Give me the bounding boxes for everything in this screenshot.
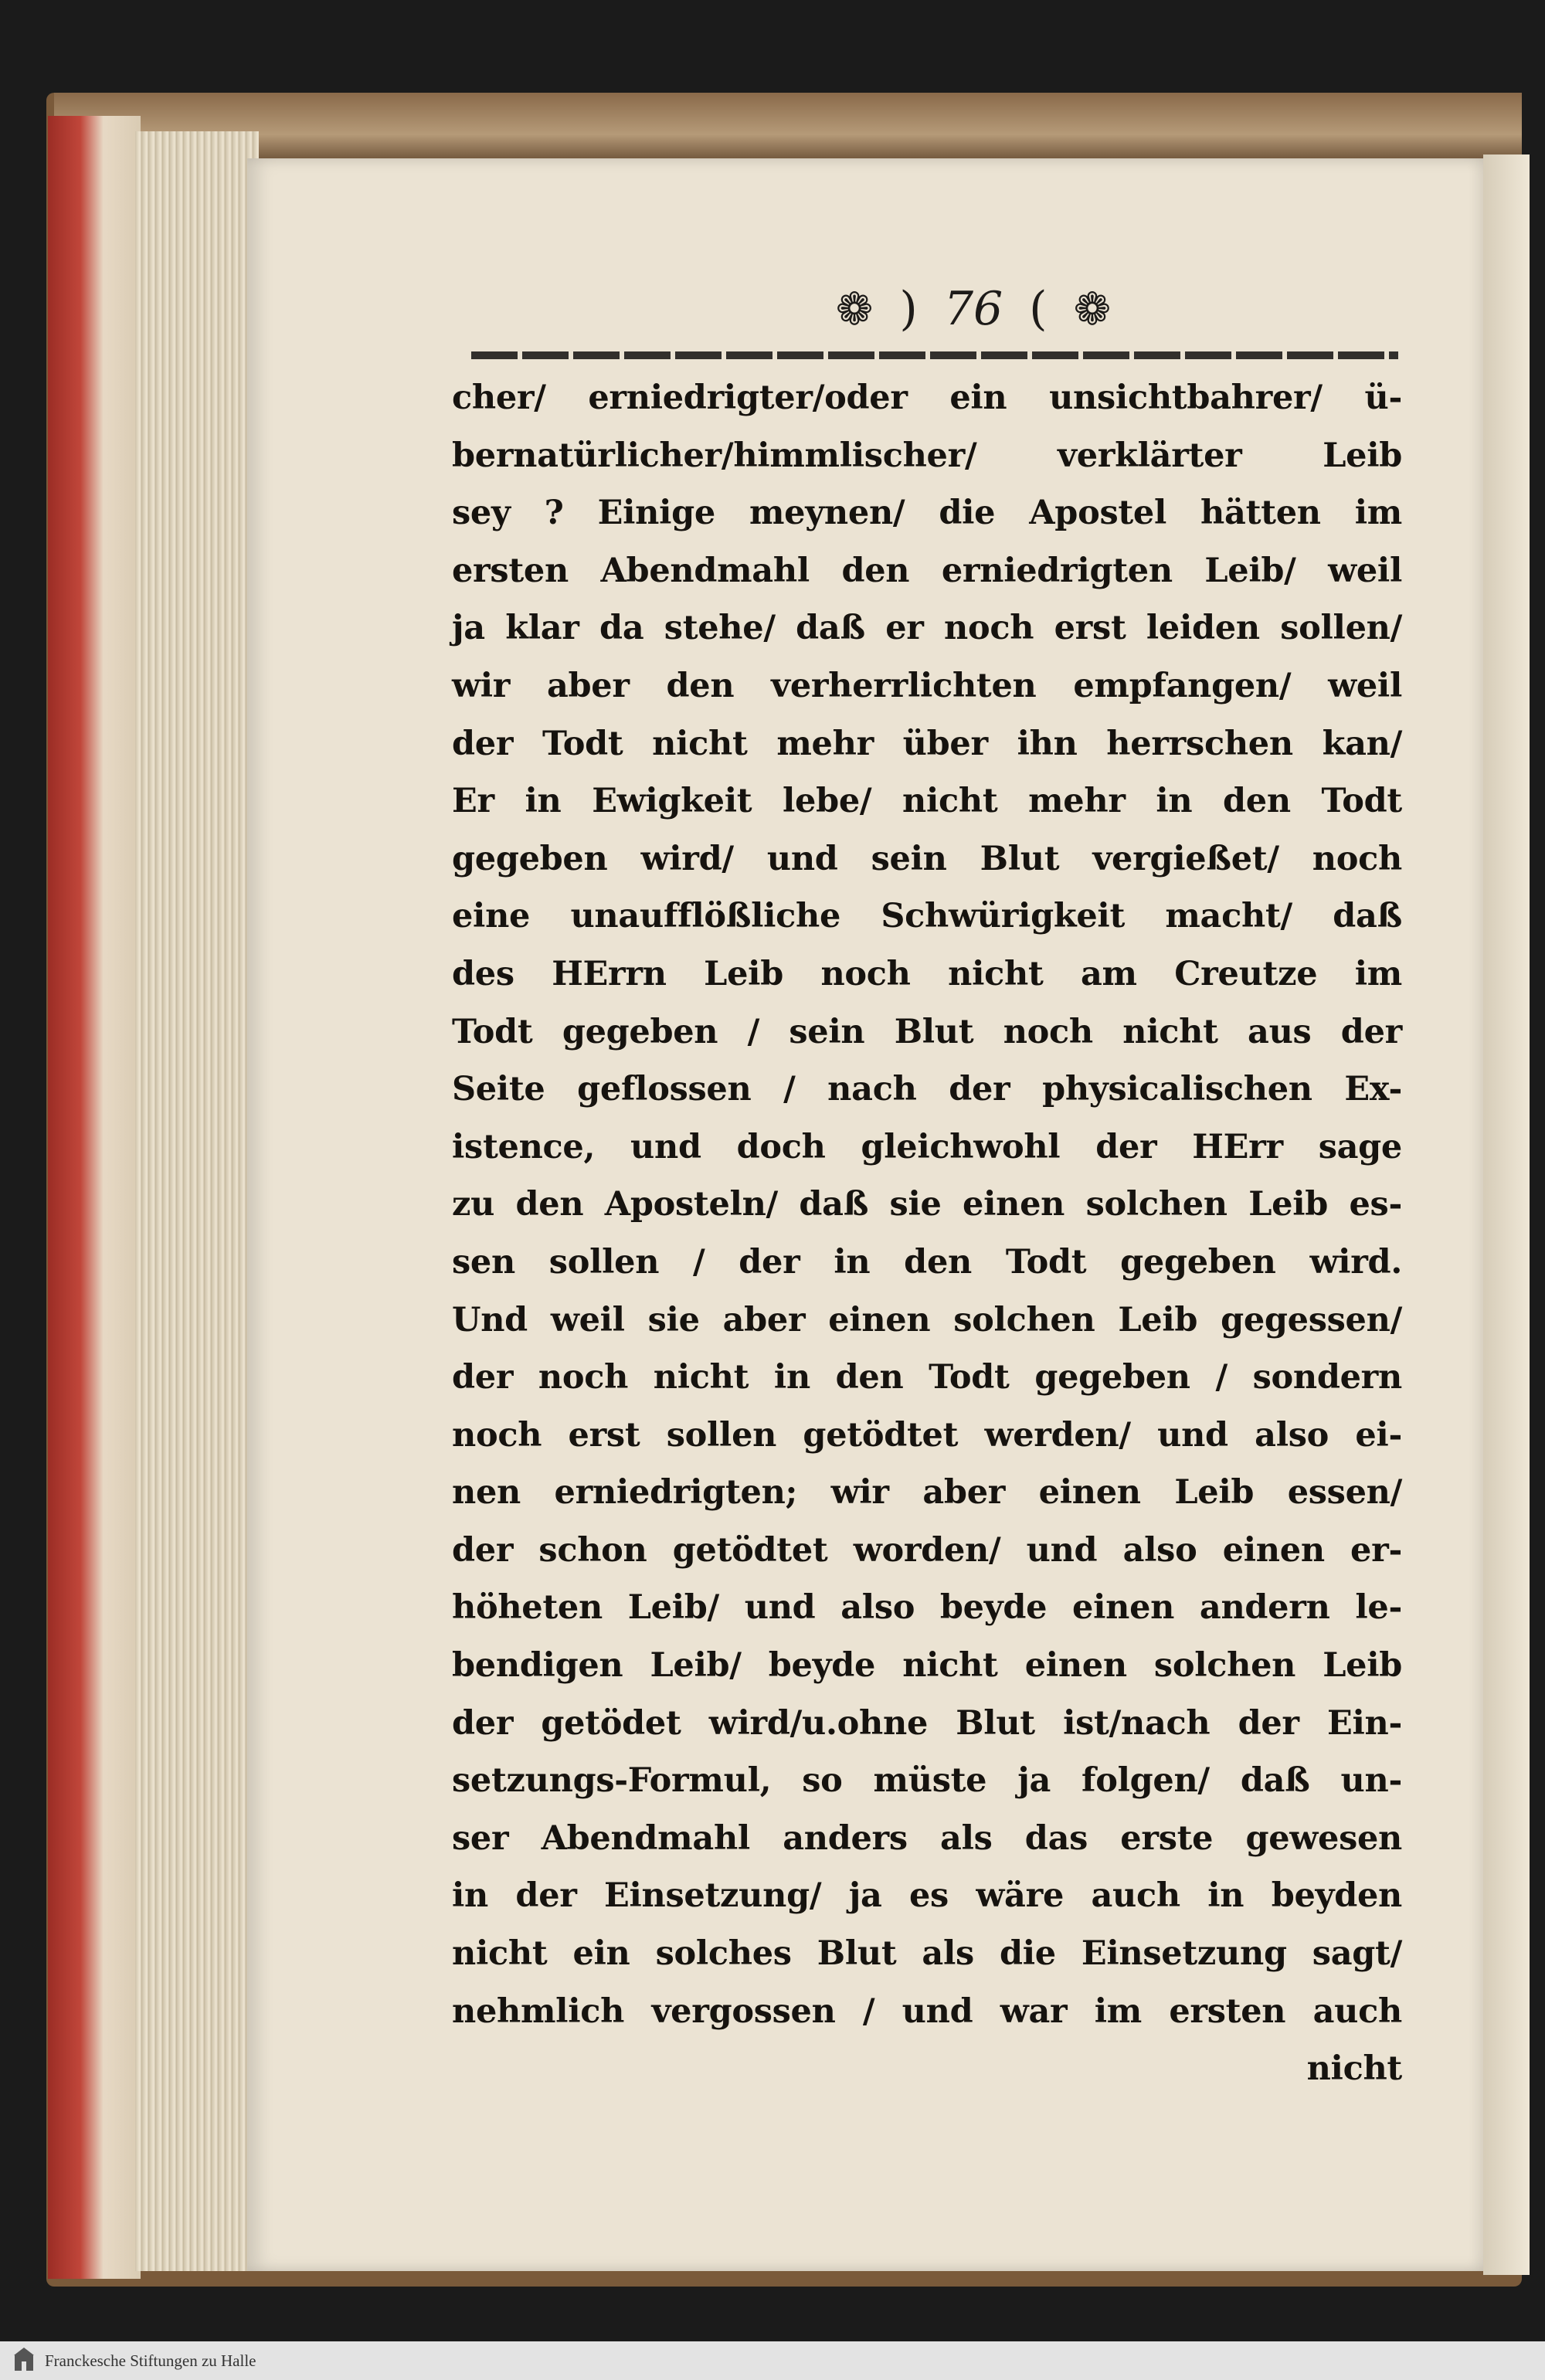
- text-line: Und weil sie aber einen solchen Leib gegessen/: [452, 1300, 1402, 1339]
- text-line: eine unaufflößliche Schwürigkeit macht/ daß: [452, 897, 1402, 936]
- book-top-edge: [54, 93, 1522, 162]
- text-line: setzungs-Formul, so müste ja folgen/ daß un-: [452, 1761, 1402, 1801]
- text-line: ser Abendmahl anders als das erste gewesen: [452, 1818, 1402, 1858]
- text-line: bernatürlicher/himmlischer/ verklärter Leib: [452, 436, 1402, 475]
- text-line: bendigen Leib/ beyde nicht einen solchen Leib: [452, 1646, 1402, 1686]
- text-line: nehmlich vergossen / und war im ersten auch: [452, 1991, 1402, 2031]
- text-line: nicht ein solches Blut als die Einsetzung sagt/: [452, 1934, 1402, 1974]
- header-paren-left: ): [899, 282, 918, 336]
- text-line: des HErrn Leib noch nicht am Creutze im: [452, 954, 1402, 993]
- text-line: ersten Abendmahl den erniedrigten Leib/ weil: [452, 551, 1402, 590]
- footer-bar: [0, 2341, 1545, 2380]
- text-line: der noch nicht in den Todt gegeben / sondern: [452, 1358, 1402, 1397]
- text-line: der Todt nicht mehr über ihn herrschen kan/: [452, 724, 1402, 763]
- text-line: sey ? Einige meynen/ die Apostel hätten im: [452, 494, 1402, 533]
- ornament-left-icon: ❁: [835, 283, 874, 335]
- text-line: Todt gegeben / sein Blut noch nicht aus der: [452, 1012, 1402, 1051]
- institution-logo-icon: [11, 2345, 37, 2376]
- text-line: höheten Leib/ und also beyde einen andern le-: [452, 1588, 1402, 1628]
- book-edge-red: [48, 116, 141, 2279]
- footer-credit: Franckesche Stiftungen zu Halle: [45, 2351, 256, 2370]
- text-line: cher/ erniedrigter/oder ein unsichtbahrer/ ü-: [452, 379, 1402, 417]
- body-text: [452, 369, 1402, 2115]
- text-line: in der Einsetzung/ ja es wäre auch in beyden: [452, 1876, 1402, 1916]
- text-line: zu den Aposteln/ daß sie einen solchen Leib es-: [452, 1185, 1402, 1224]
- text-line: ja klar da stehe/ daß er noch erst leiden sollen/: [452, 609, 1402, 648]
- page-header: [772, 274, 1174, 344]
- text-line: gegeben wird/ und sein Blut vergießet/ noch: [452, 839, 1402, 878]
- text-line: der schon getödtet worden/ und also einen er-: [452, 1530, 1402, 1570]
- text-line: nen erniedrigten; wir aber einen Leib essen/: [452, 1473, 1402, 1513]
- page-number: 76: [943, 282, 1003, 336]
- text-line: der getödet wird/u.ohne Blut ist/nach der Ein-: [452, 1703, 1402, 1743]
- page-stack: [135, 131, 259, 2271]
- text-line: wir aber den verherrlichten empfangen/ weil: [452, 666, 1402, 705]
- header-paren-right: (: [1029, 282, 1048, 336]
- text-line: istence, und doch gleichwohl der HErr sage: [452, 1127, 1402, 1166]
- facing-page-edge: [1483, 154, 1530, 2275]
- header-rule: [471, 351, 1398, 359]
- text-line: noch erst sollen getödtet werden/ und also ei-: [452, 1415, 1402, 1455]
- catchword: nicht: [1306, 2049, 1402, 2089]
- text-line: Er in Ewigkeit lebe/ nicht mehr in den Todt: [452, 782, 1402, 821]
- text-line: sen sollen / der in den Todt gegeben wird.: [452, 1242, 1402, 1282]
- text-line: Seite geflossen / nach der physicalischen Ex-: [452, 1070, 1402, 1109]
- ornament-right-icon: ❁: [1073, 283, 1112, 335]
